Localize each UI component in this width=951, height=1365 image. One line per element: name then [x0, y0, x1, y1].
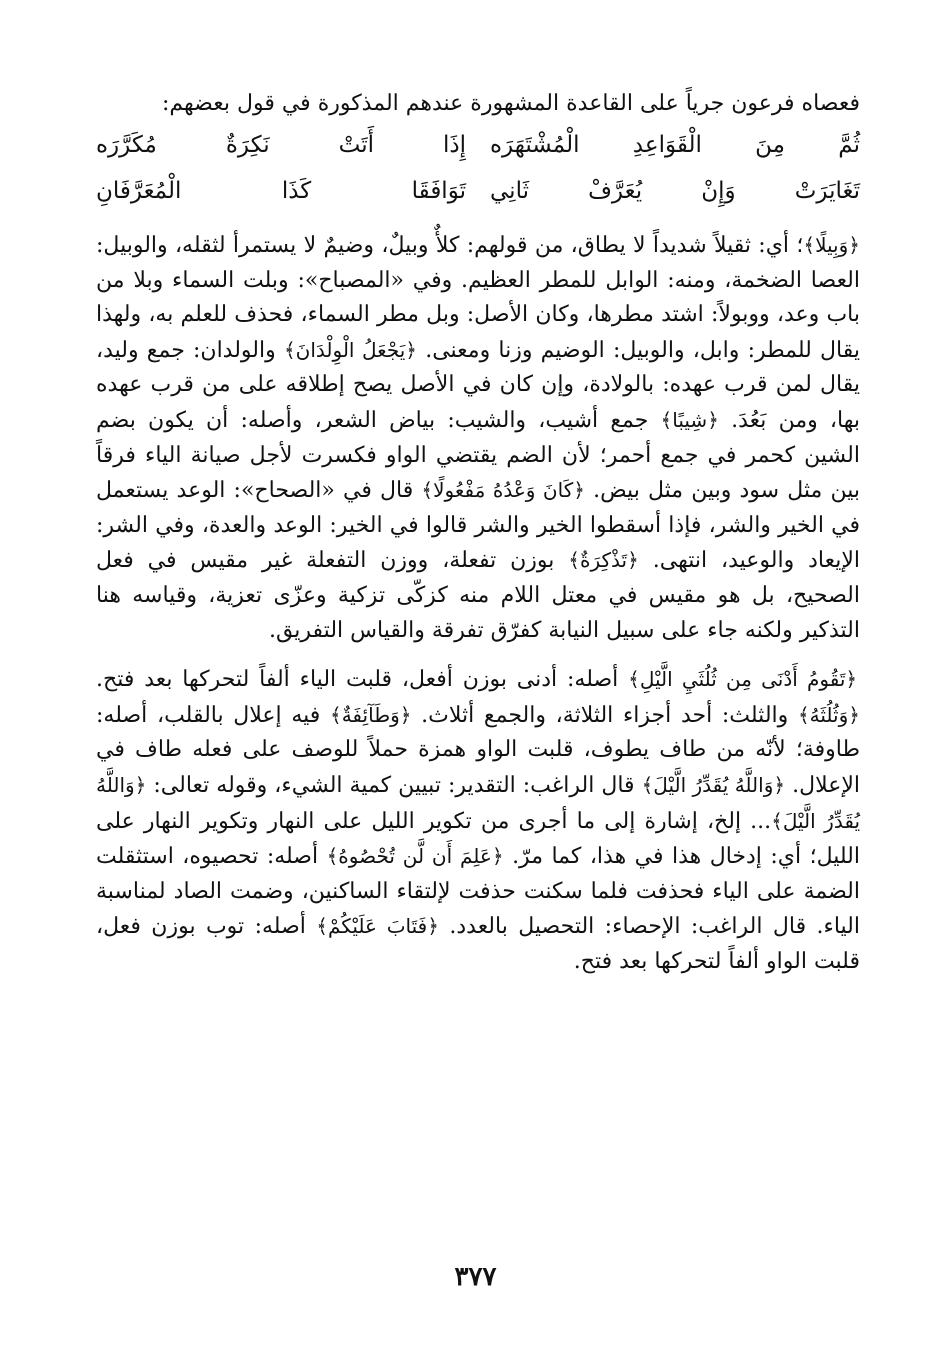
- quran-quote: ﴿يَجْعَلُ الْوِلْدَانَ﴾: [283, 337, 418, 362]
- commentary-text: بوزن تفعلة، ووزن التفعلة غير مقيس في فعل الصحيح، بل هو مقيس في معتل اللام منه كزكّى تزكية وعزّى تعزية، وقياسه هنا التذكير ولكنه جاء على سبيل النيابة كفرّق تفرقة والقياس التفريق.: [96, 548, 860, 643]
- commentary-text: جمع أشيب، والشيب: بياض الشعر، وأصله: أن يكون بضم الشين كحمر في جمع أحمر؛ لأن الضم يقتضي الواو فكسرت لأجل صيانة الياء فرقاً بين مثل سود وبين مثل بيض.: [96, 407, 860, 504]
- quran-quote: ﴿شِيبًا﴾: [660, 407, 719, 432]
- quran-quote: ﴿كَانَ وَعْدُهُ مَفْعُولًا﴾: [421, 478, 585, 503]
- quran-quote: ﴿وَطَآئِفَةٌ﴾: [329, 702, 412, 727]
- verse-left-hemistich: تَوَافَقَا كَذَا الْمُعَرَّفَانِ: [96, 178, 466, 204]
- quran-quote: ﴿عَلِمَ أَن لَّن تُحْصُوهُ﴾: [326, 844, 504, 869]
- verse-right-hemistich: ثُمَّ مِنَ الْقَوَاعِدِ الْمُشْتَهَرَه: [490, 132, 860, 158]
- quran-quote: ﴿فَتَابَ عَلَيْكُمْ﴾: [316, 914, 439, 939]
- commentary-text: أصله: أدنى بوزن أفعل، قلبت الياء ألفاً لتحركها بعد فتح.: [96, 667, 629, 693]
- commentary-text: قال الراغب: التقدير: تبيين كمية الشيء، وقوله تعالى:: [146, 772, 642, 798]
- paragraph-1: [96, 228, 860, 648]
- page-number: ٣٧٧: [454, 1262, 497, 1292]
- commentary-text: والولدان: جمع وليد، يقال لمن قرب عهده: بالولادة، وإن كان في الأصل يصح إطلاقه على من قرب عهده بها، ومن بَعُدَ.: [96, 337, 860, 433]
- page-body: [96, 86, 860, 1286]
- commentary-text: أصله: تحصيوه، استثقلت الضمة على الياء فحذفت فلما سكنت حذفت لإلتقاء الساكنين، وضمت الصاد لمناسبة الياء. قال الراغب: الإحصاء: التحصيل بالعدد.: [96, 844, 860, 940]
- commentary-text: ... إلخ، إشارة إلى ما أجرى من تكوير الليل على النهار وتكوير النهار على الليل؛ أي: إدخال هذا في هذا، كما مرّ.: [96, 808, 860, 870]
- intro-line: فعصاه فرعون جرياً على القاعدة المشهورة عندهم المذكورة في قول بعضهم:: [161, 91, 860, 116]
- verse-left-hemistich: إِذَا أَتَتْ نَكِرَةٌ مُكَرَّرَه: [96, 132, 466, 158]
- poem: [96, 122, 860, 214]
- commentary-text: ؛ أي: ثقيلاً شديداً لا يطاق، من قولهم: كلأٌ وبيلٌ، وضيمٌ لا يستمرأ لثقله، والوبيل: العصا الضخمة، ومنه: الوابل للمطر العظيم. وفي «المصباح»: وبلت السماء وبلا من باب وعد، ووبولاً: اشتد مطرها، وكان الأصل: وبل مطر السماء، فحذف للعلم به، ولهذا يقال للمطر: وابل، والوبيل: الوضيم وزنا ومعنى.: [96, 233, 860, 363]
- paragraph-2: [96, 662, 860, 979]
- quran-quote: ﴿وَبِيلًا﴾: [803, 233, 860, 257]
- quran-quote: ﴿وَثُلُثَهُ﴾: [797, 702, 860, 727]
- commentary-text: قال في «الصحاح»: الوعد يستعمل في الخير والشر، فإذا أسقطوا الخير والشر قالوا في الخير: الوعد والعدة، وفي الشر: الإيعاد والوعيد، انتهى.: [96, 478, 860, 574]
- quran-quote: ﴿وَاللَّهُ يُقَدِّرُ الَّيْلَ﴾: [96, 772, 861, 833]
- quran-quote: ﴿تَذْكِرَةٌ﴾: [568, 548, 639, 573]
- commentary-text: فيه إعلال بالقلب، أصله: طاوفة؛ لأنّه من طاف يطوف، قلبت الواو همزة حملاً للوصف على فعله طاف في الإعلال.: [96, 702, 860, 798]
- quran-quote: ﴿تَقُومُ أَدْنَى مِن ثُلُثَيِ الَّيْلِ﴾: [628, 667, 858, 692]
- poem-verse: [96, 122, 860, 168]
- commentary-text: والثلث: أحد أجزاء الثلاثة، والجمع أثلاث.: [411, 702, 798, 728]
- verse-right-hemistich: تَغَايَرَتْ وَإِنْ يُعَرَّفْ ثَانِي: [490, 178, 860, 204]
- commentary-text: أصله: توب بوزن فعل، قلبت الواو ألفاً لتحركها بعد فتح.: [96, 914, 860, 974]
- quran-quote: ﴿وَاللَّهُ يُقَدِّرُ الَّيْلَ﴾: [641, 772, 786, 797]
- poem-verse: [96, 168, 860, 214]
